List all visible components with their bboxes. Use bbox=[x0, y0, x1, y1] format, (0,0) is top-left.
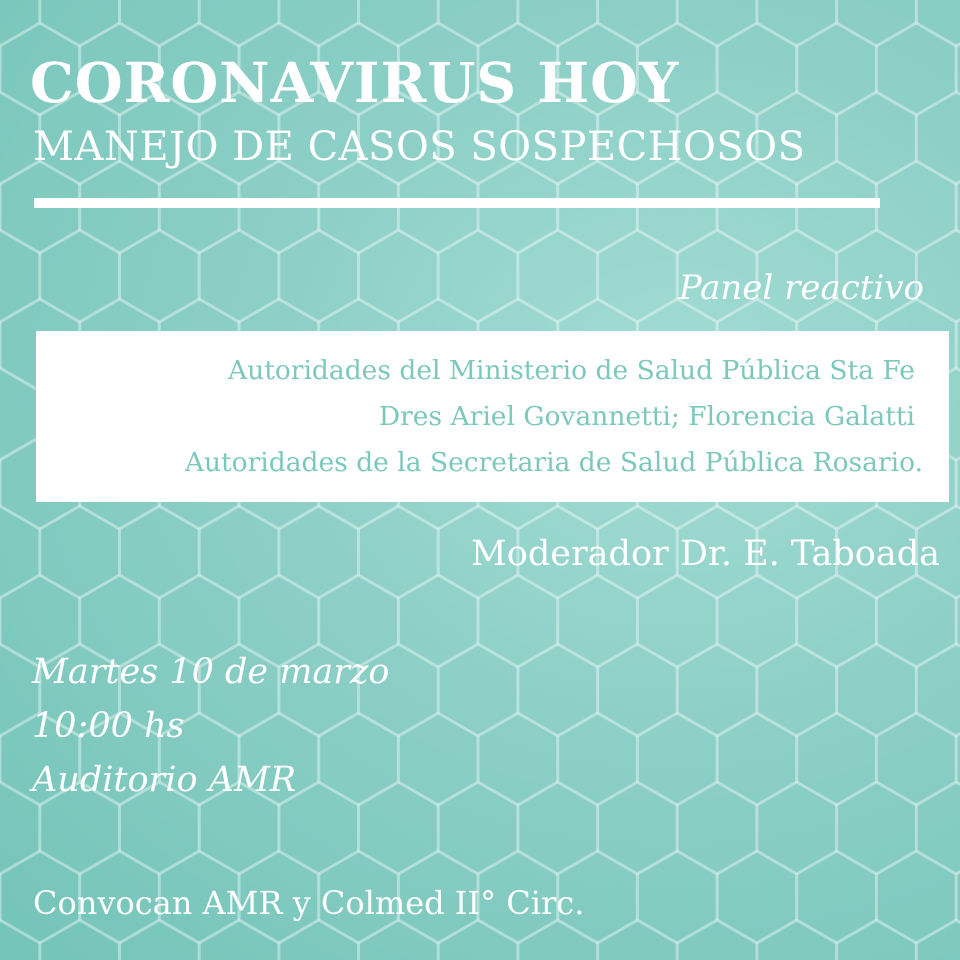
hexagon-cell bbox=[717, 851, 797, 943]
hexagon-cell bbox=[956, 575, 960, 667]
title-divider bbox=[34, 198, 880, 208]
hexagon-cell bbox=[279, 0, 359, 46]
hexagon-cell bbox=[876, 713, 956, 805]
hexagon-cell bbox=[757, 782, 837, 874]
hexagon-cell bbox=[876, 161, 956, 253]
panel-label: Panel reactivo bbox=[678, 268, 924, 308]
hexagon-cell bbox=[956, 299, 960, 391]
hexagon-cell bbox=[40, 230, 120, 322]
hexagon-cell bbox=[956, 161, 960, 253]
hexagon-cell bbox=[598, 644, 678, 736]
hexagon-cell bbox=[598, 0, 678, 46]
panel-box bbox=[36, 331, 949, 502]
hexagon-cell bbox=[677, 0, 757, 46]
hexagon-cell bbox=[438, 230, 518, 322]
hexagon-cell bbox=[916, 92, 960, 184]
hexagon-cell bbox=[199, 0, 279, 46]
panel-line-secretaria: Autoridades de la Secretaria de Salud Pública Rosario. bbox=[184, 447, 923, 478]
hexagon-cell bbox=[837, 920, 917, 960]
hexagon-cell bbox=[797, 851, 877, 943]
hexagon-cell bbox=[757, 644, 837, 736]
hexagon-cell bbox=[916, 0, 960, 46]
hexagon-cell bbox=[438, 920, 518, 960]
hexagon-cell bbox=[797, 713, 877, 805]
hexagon-cell bbox=[359, 506, 439, 598]
hexagon-cell bbox=[438, 0, 518, 46]
hexagon-cell bbox=[518, 782, 598, 874]
hexagon-cell bbox=[956, 851, 960, 943]
hexagon-cell bbox=[40, 920, 120, 960]
hexagon-cell bbox=[438, 644, 518, 736]
hexagon-cell bbox=[876, 851, 956, 943]
hexagon-cell bbox=[0, 230, 40, 322]
hexagon-cell bbox=[0, 0, 40, 46]
event-date: Martes 10 de marzo bbox=[32, 652, 390, 692]
hexagon-cell bbox=[438, 782, 518, 874]
hexagon-cell bbox=[478, 575, 558, 667]
hexagon-cell bbox=[876, 575, 956, 667]
hexagon-cell bbox=[279, 230, 359, 322]
hexagon-cell bbox=[956, 23, 960, 115]
hexagon-cell bbox=[837, 0, 917, 46]
hexagon-cell bbox=[398, 713, 478, 805]
hexagon-cell bbox=[279, 920, 359, 960]
event-time: 10:00 hs bbox=[32, 706, 185, 746]
hexagon-cell bbox=[757, 0, 837, 46]
hexagon-cell bbox=[558, 713, 638, 805]
hexagon-cell bbox=[797, 575, 877, 667]
hexagon-cell bbox=[837, 92, 917, 184]
hexagon-cell bbox=[199, 230, 279, 322]
hexagon-cell bbox=[359, 0, 439, 46]
hexagon-cell bbox=[598, 782, 678, 874]
hexagon-cell bbox=[518, 0, 598, 46]
hexagon-cell bbox=[518, 644, 598, 736]
hexagon-cell bbox=[916, 644, 960, 736]
hexagon-cell bbox=[637, 851, 717, 943]
hexagon-cell bbox=[598, 920, 678, 960]
hexagon-cell bbox=[199, 920, 279, 960]
hexagon-cell bbox=[677, 920, 757, 960]
hexagon-cell bbox=[120, 920, 200, 960]
hexagon-cell bbox=[518, 920, 598, 960]
hexagon-cell bbox=[876, 23, 956, 115]
moderator-text: Moderador Dr. E. Taboada bbox=[470, 534, 940, 574]
panel-line-ministerio: Autoridades del Ministerio de Salud Pública Sta Fe bbox=[227, 355, 915, 386]
hexagon-cell bbox=[120, 506, 200, 598]
hexagon-cell bbox=[717, 575, 797, 667]
footer-text: Convocan AMR y Colmed II° Circ. bbox=[33, 884, 585, 922]
hexagon-cell bbox=[120, 230, 200, 322]
hexagon-cell bbox=[359, 230, 439, 322]
hexagon-cell bbox=[677, 644, 757, 736]
hexagon-cell bbox=[797, 23, 877, 115]
page-subtitle: MANEJO DE CASOS SOSPECHOSOS bbox=[33, 124, 806, 170]
hexagon-cell bbox=[120, 0, 200, 46]
hexagon-cell bbox=[40, 506, 120, 598]
hexagon-cell bbox=[478, 713, 558, 805]
hexagon-cell bbox=[837, 782, 917, 874]
hexagon-cell bbox=[398, 575, 478, 667]
hexagon-cell bbox=[319, 713, 399, 805]
hexagon-cell bbox=[40, 0, 120, 46]
panel-line-doctors: Dres Ariel Govannetti; Florencia Galatti bbox=[378, 401, 915, 432]
hexagon-cell bbox=[956, 713, 960, 805]
hexagon-cell bbox=[717, 713, 797, 805]
hexagon-cell bbox=[0, 506, 40, 598]
hexagon-cell bbox=[0, 920, 40, 960]
hexagon-cell bbox=[359, 920, 439, 960]
hexagon-cell bbox=[717, 23, 797, 115]
hexagon-cell bbox=[757, 920, 837, 960]
hexagon-cell bbox=[916, 782, 960, 874]
hexagon-cell bbox=[598, 230, 678, 322]
event-place: Auditorio AMR bbox=[32, 760, 297, 800]
hexagon-cell bbox=[279, 506, 359, 598]
page-title: CORONAVIRUS HOY bbox=[30, 50, 680, 115]
hexagon-cell bbox=[558, 575, 638, 667]
hexagon-cell bbox=[359, 782, 439, 874]
hexagon-cell bbox=[0, 368, 40, 460]
hexagon-cell bbox=[637, 575, 717, 667]
hexagon-cell bbox=[956, 437, 960, 529]
hexagon-cell bbox=[677, 782, 757, 874]
hexagon-cell bbox=[199, 506, 279, 598]
hexagon-cell bbox=[916, 920, 960, 960]
hexagon-cell bbox=[637, 713, 717, 805]
hexagon-cell bbox=[837, 644, 917, 736]
hexagon-cell bbox=[518, 230, 598, 322]
